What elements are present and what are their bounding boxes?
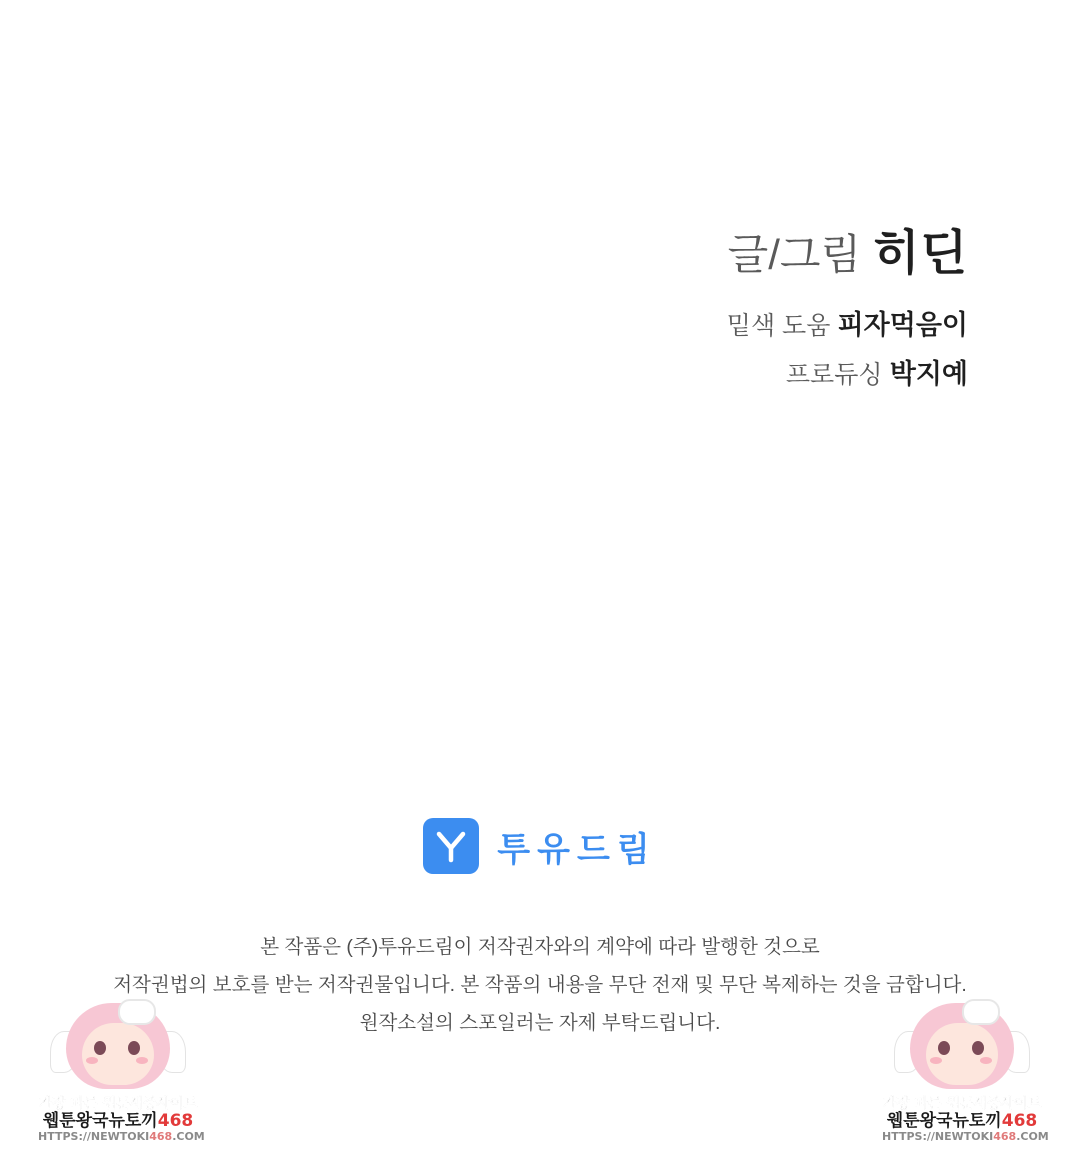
mascot-character-icon <box>906 997 1018 1101</box>
credit-role: 글/그림 <box>727 231 862 278</box>
watermark-tagline: 가장 빠른 웹툰새중사이트 <box>882 1096 1042 1112</box>
watermark-site-label: 웹툰왕국뉴토끼 <box>42 1111 158 1131</box>
watermark-url-suffix: .COM <box>1016 1130 1049 1143</box>
notice-line-1: 본 작품은 (주)투유드림이 저작권자와의 계약에 따라 발행한 것으로 <box>260 936 820 958</box>
credit-row-author <box>727 222 968 287</box>
notice-line-3: 원작소설의 스포일러는 자제 부탁드립니다. <box>359 1012 721 1035</box>
credit-name: 박지예 <box>889 358 968 389</box>
mascot-character-icon <box>62 997 174 1101</box>
credits-block <box>727 222 968 404</box>
credit-name: 히딘 <box>873 227 968 280</box>
credit-role: 밑색 도움 <box>726 311 831 340</box>
credit-row-producer <box>727 356 968 393</box>
publisher-name: 투유드림 <box>497 830 657 869</box>
watermark-site-name <box>882 1113 1042 1131</box>
watermark-site-number: 468 <box>157 1111 194 1131</box>
watermark-right <box>882 997 1049 1147</box>
watermark-left <box>38 997 205 1147</box>
watermark-url <box>882 1130 1049 1143</box>
watermark-tagline: 가장 빠른 웹툰새중사이트 <box>38 1096 198 1112</box>
watermark-site-name <box>38 1113 198 1131</box>
watermark-url-prefix: HTTPS://NEWTOKI <box>38 1130 150 1143</box>
toodream-y-logo-icon <box>423 818 479 874</box>
publisher-logo <box>0 818 1080 874</box>
credit-role: 프로듀싱 <box>785 360 883 389</box>
credit-row-colorist <box>727 307 968 344</box>
watermark-url-suffix: .COM <box>172 1130 205 1143</box>
watermark-url <box>38 1130 205 1143</box>
credit-name: 피자먹음이 <box>837 309 968 340</box>
watermark-site-label: 웹툰왕국뉴토끼 <box>886 1111 1002 1131</box>
notice-line-2: 저작권법의 보호를 받는 저작권물입니다. 본 작품의 내용을 무단 전재 및 무단 복제하는 것을 금합니다. <box>113 974 967 997</box>
watermark-url-prefix: HTTPS://NEWTOKI <box>882 1130 994 1143</box>
watermark-url-number: 468 <box>149 1130 173 1143</box>
watermark-url-number: 468 <box>993 1130 1017 1143</box>
watermark-site-number: 468 <box>1001 1111 1038 1131</box>
